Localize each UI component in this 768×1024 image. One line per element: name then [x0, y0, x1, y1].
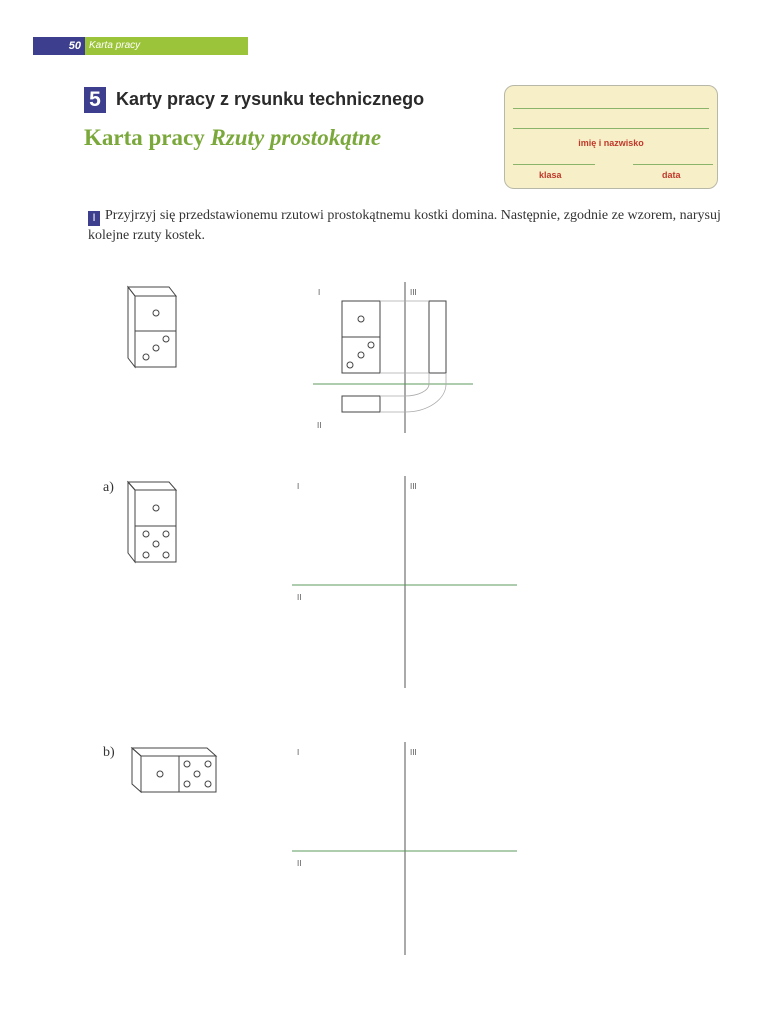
pip — [358, 352, 364, 358]
sheet-title-prefix: Karta pracy — [84, 125, 211, 150]
section-label: Karta pracy — [85, 37, 248, 55]
proj-label-front: I — [318, 288, 321, 297]
pip — [184, 761, 190, 767]
sheet-title-italic: Rzuty prostokątne — [210, 125, 382, 150]
pip — [153, 541, 159, 547]
name-label: imię i nazwisko — [578, 138, 644, 148]
pip — [153, 345, 159, 351]
pip — [153, 505, 159, 511]
pip — [143, 354, 149, 360]
pip — [347, 362, 353, 368]
exercise-label-a: a) — [103, 480, 114, 495]
class-label: klasa — [539, 170, 562, 180]
page-number: 50 — [33, 37, 85, 55]
pip — [157, 771, 163, 777]
exercise-a-domino-isometric — [128, 482, 176, 562]
proj-label-front: I — [297, 748, 300, 757]
example-projection — [313, 282, 473, 433]
proj-label-side: III — [410, 288, 417, 297]
pip — [205, 761, 211, 767]
pip — [163, 336, 169, 342]
exercise-b-projection-axes — [292, 742, 517, 955]
proj-label-side: III — [410, 748, 417, 757]
task-text: Przyjrzyj się przedstawionemu rzutowi prostokątnemu kostki domina. Następnie, zgodnie ze wzorem, narysuj kolejne rzuty kostek. — [88, 208, 721, 243]
pip — [205, 781, 211, 787]
proj-label-top: II — [297, 593, 302, 602]
task-number: I — [88, 211, 100, 226]
pip — [358, 316, 364, 322]
exercise-b-domino-isometric — [132, 748, 216, 792]
proj-label-top: II — [317, 421, 322, 430]
pip — [163, 531, 169, 537]
date-label: data — [662, 170, 681, 180]
exercise-label-b: b) — [103, 745, 115, 760]
exercise-a-projection-axes — [292, 476, 517, 688]
chapter-title: Karty pracy z rysunku technicznego — [116, 89, 425, 109]
pip — [153, 310, 159, 316]
proj-label-top: II — [297, 859, 302, 868]
pip — [184, 781, 190, 787]
pip — [143, 552, 149, 558]
chapter-number: 5 — [84, 87, 106, 113]
proj-label-front: I — [297, 482, 300, 491]
pip — [163, 552, 169, 558]
pip — [143, 531, 149, 537]
pip — [368, 342, 374, 348]
proj-label-side: III — [410, 482, 417, 491]
example-domino-isometric — [128, 287, 176, 367]
pip — [194, 771, 200, 777]
